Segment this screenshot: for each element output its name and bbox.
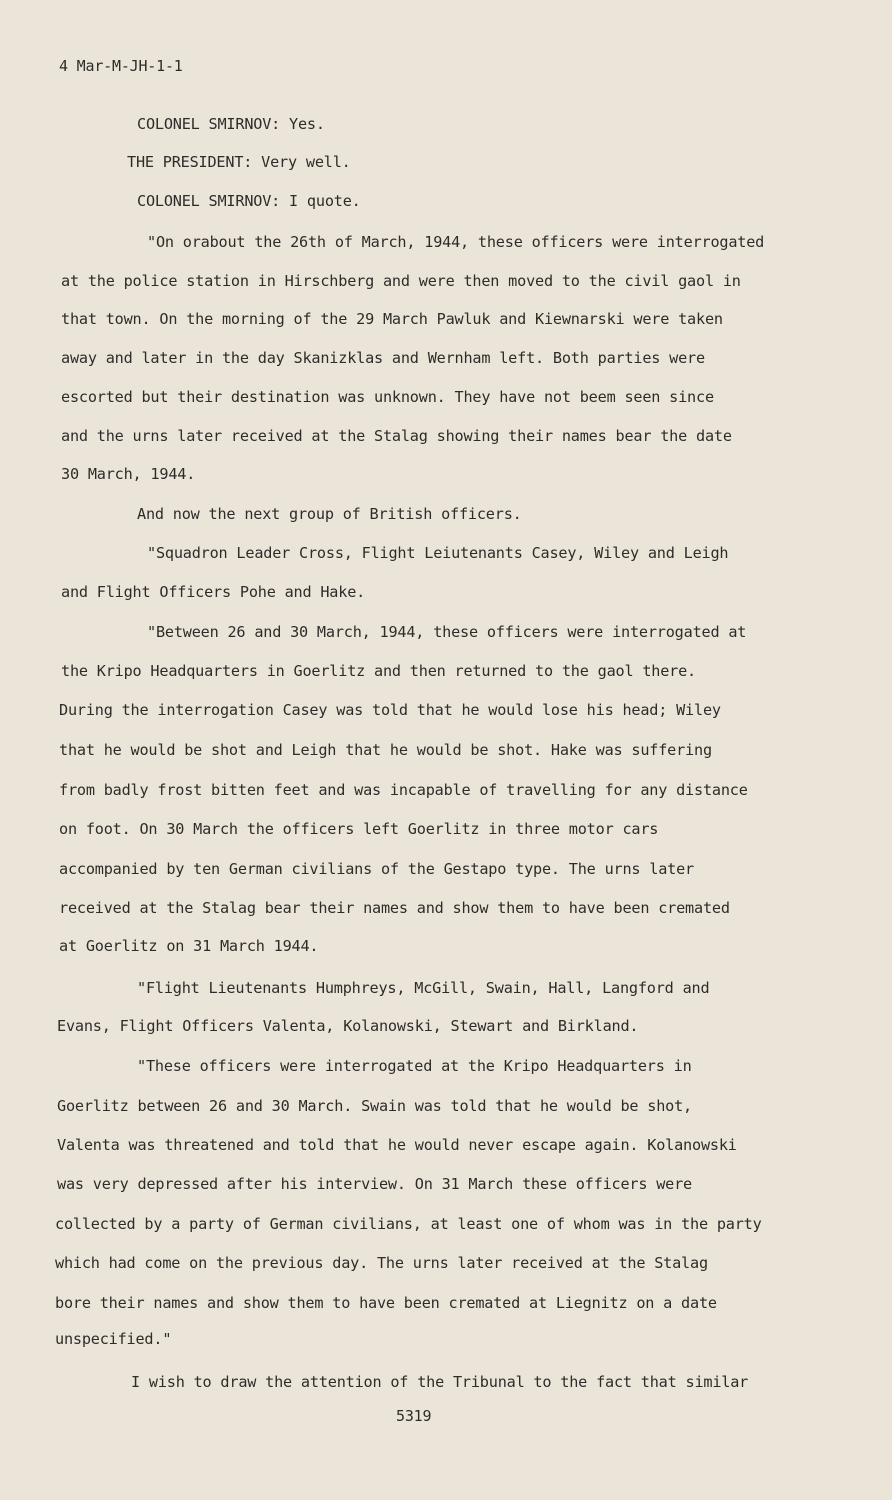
text-line: from badly frost bitten feet and was incapable of travelling for any distance [59,781,748,799]
text-line: During the interrogation Casey was told that he would lose his head; Wiley [59,701,721,719]
text-line: received at the Stalag bear their names and show them to have been cremated [59,899,730,917]
text-line: "Squadron Leader Cross, Flight Leiutenants Casey, Wiley and Leigh [147,544,729,562]
text-line: at Goerlitz on 31 March 1944. [59,937,319,955]
page-number: 5319 [396,1407,432,1425]
text-line: escorted but their destination was unknown. They have not beem seen since [61,388,714,406]
text-line: away and later in the day Skanizklas and Wernham left. Both parties were [61,349,705,367]
text-line: which had come on the previous day. The urns later received at the Stalag [55,1254,708,1272]
text-line: Evans, Flight Officers Valenta, Kolanowski, Stewart and Birkland. [57,1017,639,1035]
text-line: that he would be shot and Leigh that he would be shot. Hake was suffering [59,741,712,759]
text-line: that town. On the morning of the 29 March Pawluk and Kiewnarski were taken [61,310,723,328]
text-line: bore their names and show them to have been cremated at Liegnitz on a date [55,1294,717,1312]
document-header: 4 Mar-M-JH-1-1 [59,57,183,75]
text-line: on foot. On 30 March the officers left Goerlitz in three motor cars [59,820,659,838]
text-line: at the police station in Hirschberg and were then moved to the civil gaol in [61,272,741,290]
text-line: 30 March, 1944. [61,465,196,483]
text-line: Goerlitz between 26 and 30 March. Swain was told that he would be shot, [57,1097,692,1115]
text-line: unspecified." [55,1330,172,1348]
text-line: the Kripo Headquarters in Goerlitz and then returned to the gaol there. [61,662,696,680]
text-line: COLONEL SMIRNOV: Yes. [137,115,325,133]
text-line: "Flight Lieutenants Humphreys, McGill, Swain, Hall, Langford and [137,979,710,997]
text-line: and the urns later received at the Stalag showing their names bear the date [61,427,732,445]
text-line: And now the next group of British officers. [137,505,522,523]
text-line: and Flight Officers Pohe and Hake. [61,583,366,601]
text-line: Valenta was threatened and told that he would never escape again. Kolanowski [57,1136,737,1154]
text-line: "On orabout the 26th of March, 1944, these officers were interrogated [147,233,765,251]
text-line: accompanied by ten German civilians of the Gestapo type. The urns later [59,860,694,878]
text-line: was very depressed after his interview. On 31 March these officers were [57,1175,692,1193]
text-line: "Between 26 and 30 March, 1944, these officers were interrogated at [147,623,747,641]
text-line: "These officers were interrogated at the Kripo Headquarters in [137,1057,692,1075]
text-line: COLONEL SMIRNOV: I quote. [137,192,361,210]
text-line: THE PRESIDENT: Very well. [127,153,351,171]
text-line: I wish to draw the attention of the Tribunal to the fact that similar [131,1373,749,1391]
text-line: collected by a party of German civilians, at least one of whom was in the party [55,1215,762,1233]
